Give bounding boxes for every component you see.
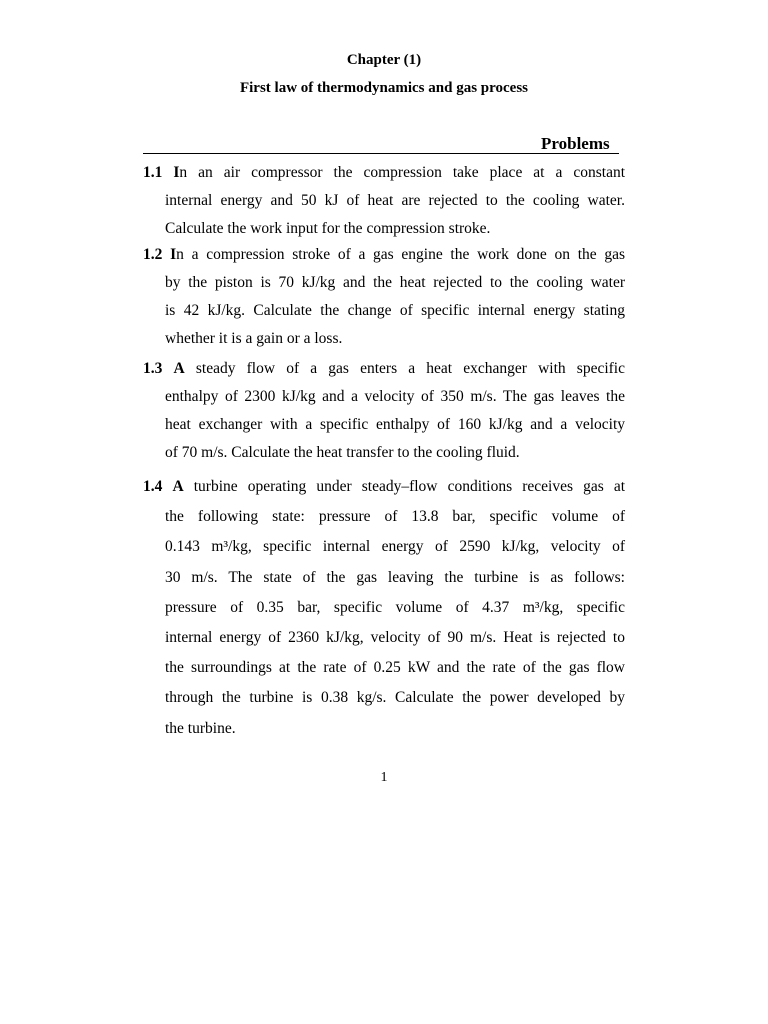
problem-line: pressure of 0.35 bar, specific volume of 4.37 m³/kg, specific [165, 598, 625, 616]
problem-line [143, 241, 625, 269]
problem-initial: A [173, 360, 185, 377]
problem-line: whether it is a gain or a loss. [165, 330, 343, 347]
problem-line: through the turbine is 0.38 kg/s. Calculate the power developed by [165, 689, 625, 707]
problem-line: is 42 kJ/kg. Calculate the change of specific internal energy stating [165, 302, 625, 319]
chapter-title: First law of thermodynamics and gas process [239, 80, 529, 96]
problem-text: A steady flow of a gas enters a heat exchanger with specific [173, 360, 625, 377]
problem-1-2 [143, 241, 625, 353]
problem-1-3 [143, 355, 625, 467]
problem-line: internal energy of 2360 kJ/kg, velocity of 90 m/s. Heat is rejected to [165, 629, 625, 647]
chapter-heading: Chapter (1) [346, 52, 422, 68]
problem-1-4 [143, 472, 625, 744]
problem-initial: A [172, 478, 184, 495]
problem-line [143, 472, 625, 502]
problem-1-1 [143, 159, 625, 243]
problem-line: the following state: pressure of 13.8 bar, specific volume of [165, 508, 625, 526]
problem-number: 1.3 [143, 360, 163, 377]
problem-line: the surroundings at the rate of 0.25 kW and the rate of the gas flow [165, 659, 625, 677]
problem-line: 0.143 m³/kg, specific internal energy of 2590 kJ/kg, velocity of [165, 538, 625, 556]
problem-line [143, 355, 625, 383]
problem-initial: I [173, 164, 180, 181]
heading-rule [143, 153, 619, 154]
problem-line: of 70 m/s. Calculate the heat transfer to the cooling fluid. [165, 444, 520, 461]
problems-heading: Problems [541, 134, 610, 153]
problem-line: internal energy and 50 kJ of heat are rejected to the cooling water. [165, 192, 625, 209]
problem-number: 1.4 [143, 478, 163, 495]
problem-line [143, 159, 625, 187]
problem-number: 1.2 [143, 246, 163, 263]
problem-initial: I [170, 246, 177, 263]
problem-line: Calculate the work input for the compression stroke. [165, 220, 491, 237]
problem-number: 1.1 [143, 164, 163, 181]
page-number: 1 [380, 770, 388, 785]
problem-line: 30 m/s. The state of the gas leaving the turbine is as follows: [165, 568, 625, 586]
problem-text: In an air compressor the compression take place at a constant [173, 164, 626, 181]
problem-line: heat exchanger with a specific enthalpy of 160 kJ/kg and a velocity [165, 416, 625, 433]
problem-line: the turbine. [165, 719, 236, 737]
problem-text: In a compression stroke of a gas engine the work done on the gas [170, 246, 625, 263]
problem-text: A turbine operating under steady–flow conditions receives gas at [172, 478, 626, 495]
problem-line: by the piston is 70 kJ/kg and the heat rejected to the cooling water [165, 274, 625, 291]
problem-line: enthalpy of 2300 kJ/kg and a velocity of 350 m/s. The gas leaves the [165, 388, 625, 405]
